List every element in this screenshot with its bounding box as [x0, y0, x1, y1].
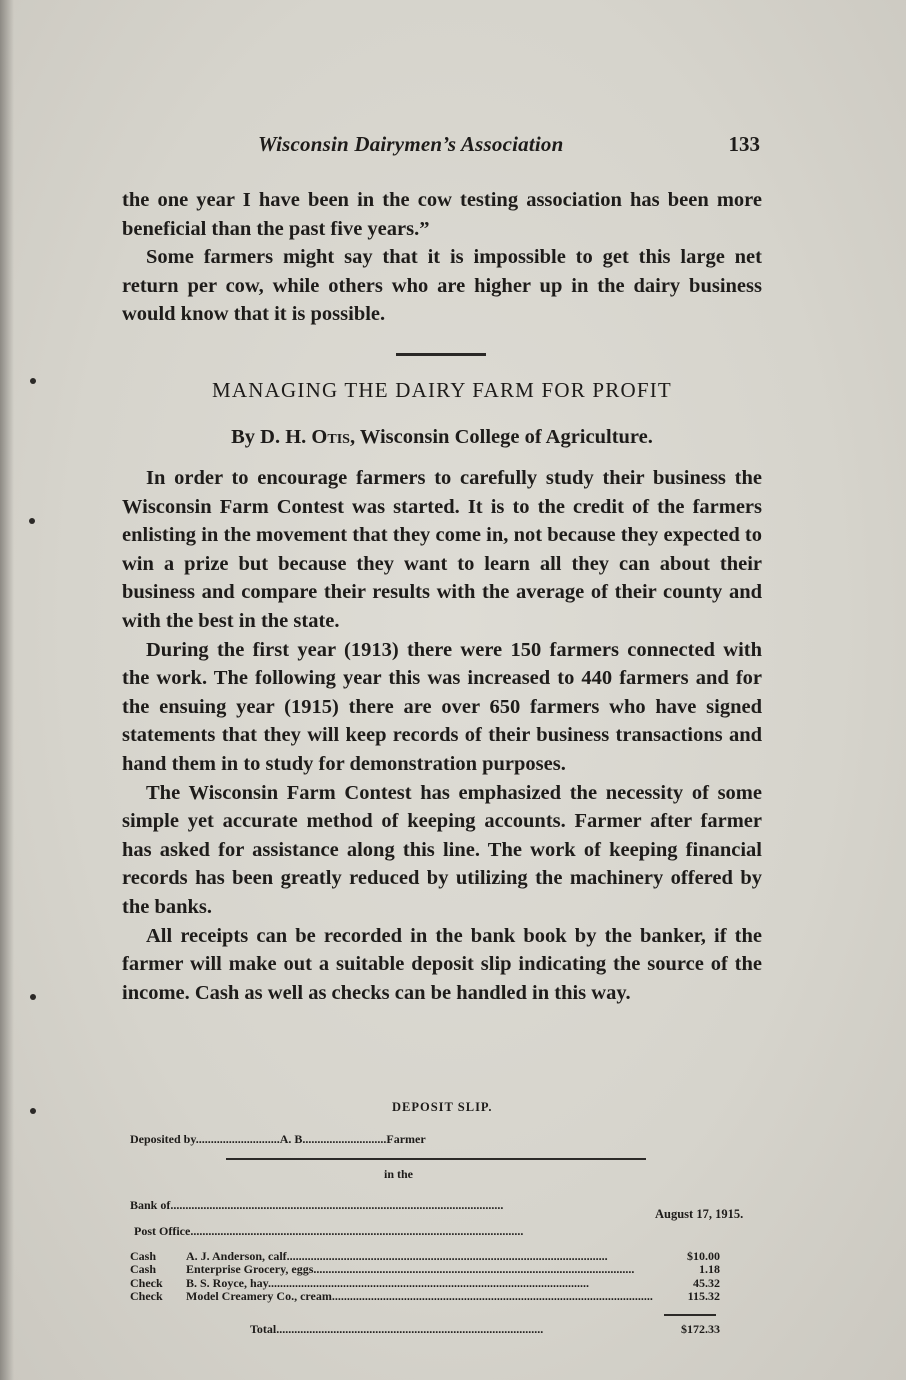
entry-amount: 1.18	[699, 1262, 720, 1277]
page-edge-shadow	[0, 0, 14, 1380]
byline-affiliation: , Wisconsin College of Agriculture.	[349, 426, 653, 448]
deposit-entries	[130, 1250, 720, 1304]
margin-mark	[29, 518, 35, 524]
deposit-entry	[130, 1277, 720, 1290]
margin-mark	[30, 1108, 36, 1114]
intro-paragraph-2: Some farmers might say that it is impossible to get this large net return per cow, while others who are higher up in the dairy business would know that it is possible.	[122, 246, 762, 326]
entry-description: B. S. Royce, hay...........................................................................................................	[186, 1276, 590, 1290]
entry-kind: Check	[130, 1275, 163, 1290]
intro-text	[122, 186, 762, 329]
deposit-slip-title: DEPOSIT SLIP.	[392, 1100, 493, 1114]
article-paragraph: In order to encourage farmers to carefully study their business the Wisconsin Farm Contest was started. It is to the credit of the farmers enlisting in the movement that they come in, not because they expected to win a prize but because they want to learn all they can about their business and compare their results with the average of their county and with the best in the state.	[122, 467, 762, 632]
article-body	[122, 464, 762, 1007]
page-number: 133	[728, 132, 760, 156]
section-divider	[396, 353, 486, 356]
depositor-name: A. B.	[279, 1132, 306, 1146]
byline-author-name: Otis	[311, 426, 350, 448]
depositor-role: Farmer	[386, 1132, 426, 1146]
entry-amount: 45.32	[693, 1275, 720, 1290]
total-rule	[664, 1314, 716, 1316]
article-paragraph: All receipts can be recorded in the bank book by the banker, if the farmer will make out a suitable deposit slip indicating the source of the income. Cash as well as checks can be handled in this way.	[122, 924, 762, 1004]
entry-kind: Cash	[130, 1249, 157, 1263]
page-header	[122, 132, 762, 164]
deposited-by-line: Deposited by............................A. B............................Farmer	[130, 1132, 426, 1146]
deposit-entry	[130, 1290, 720, 1303]
article-paragraph: The Wisconsin Farm Contest has emphasized the necessity of some simple yet accurate method of keeping accounts. Farmer after farmer has asked for assistance along this line. The work of keeping financial records has been greatly reduced by utilizing the machinery offered by the banks.	[122, 781, 762, 918]
deposited-by-label: Deposited by	[130, 1132, 196, 1146]
post-office-label: Post Office	[134, 1224, 191, 1238]
slip-rule	[226, 1158, 646, 1160]
article-paragraph: During the first year (1913) there were 150 farmers connected with the work. The following year this was increased to 440 farmers and for the ensuing year (1915) there are over 650 farmers who have signed statements that they will keep records of their business transactions and hand them in to study for demonstration purposes.	[122, 638, 762, 775]
article-title: MANAGING THE DAIRY FARM FOR PROFIT	[212, 378, 672, 402]
post-office-line: Post Office...............................................................................................................	[134, 1224, 524, 1238]
entry-amount: $10.00	[687, 1249, 720, 1263]
byline-prefix: By D. H.	[231, 426, 307, 448]
entry-kind: Cash	[130, 1262, 157, 1277]
in-the-label: in the	[384, 1167, 414, 1181]
bank-of-line: Bank of...............................................................................................................	[130, 1198, 504, 1212]
entry-description: A. J. Anderson, calf...........................................................................................................	[186, 1250, 608, 1263]
deposit-date: August 17, 1915.	[655, 1207, 744, 1221]
entry-description: Enterprise Grocery, eggs...........................................................................................................	[186, 1263, 635, 1277]
deposit-entry	[130, 1250, 720, 1263]
deposit-entry	[130, 1263, 720, 1276]
total-label-line: Total.........................................................................................	[250, 1322, 544, 1336]
total-amount: $172.33	[681, 1322, 720, 1336]
entry-amount: 115.32	[687, 1289, 720, 1304]
running-title: Wisconsin Dairymen’s Association	[258, 132, 564, 156]
intro-paragraph-1: the one year I have been in the cow testing association has been more beneficial than the past five years.”	[122, 189, 762, 240]
bank-of-label: Bank of	[130, 1198, 171, 1212]
byline	[122, 426, 762, 449]
entry-kind: Check	[130, 1289, 163, 1304]
margin-mark	[30, 994, 36, 1000]
margin-mark	[30, 378, 36, 384]
entry-description: Model Creamery Co., cream...........................................................................................................	[186, 1290, 653, 1304]
